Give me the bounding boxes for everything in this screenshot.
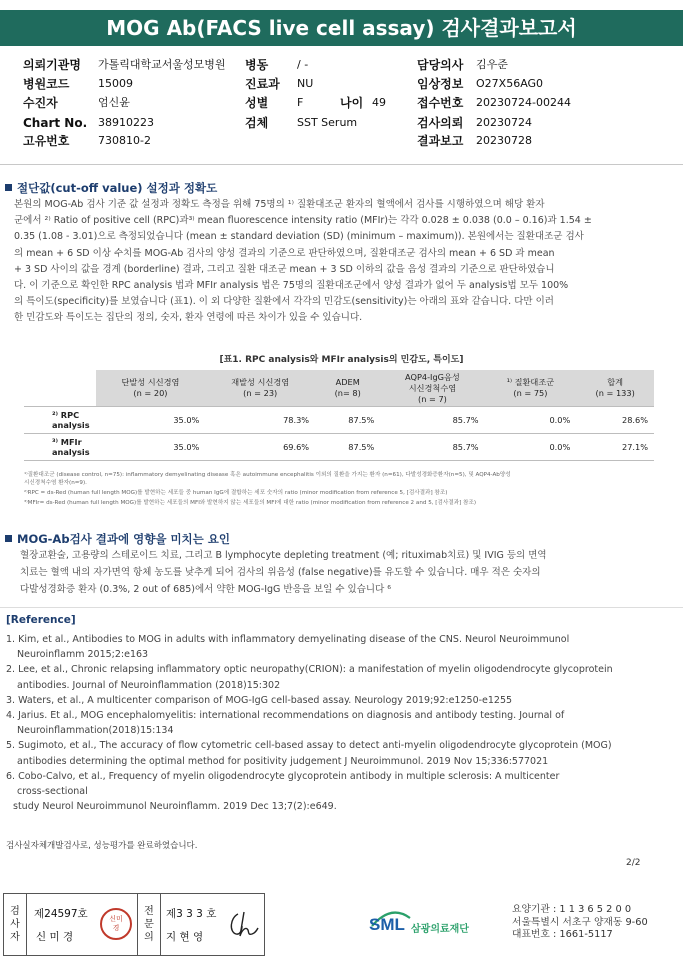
header-line: (n = 7): [418, 393, 447, 404]
table-header-cell: [315, 370, 380, 407]
reference-number: 2.: [6, 664, 19, 676]
table-cell: 35.0%: [96, 407, 206, 434]
report-title: MOG Ab(FACS live cell assay) 검사결과보고서: [0, 10, 683, 46]
code-label: 병원코드: [23, 77, 70, 91]
code-value: 15009: [98, 77, 133, 90]
specimen-value: SST Serum: [297, 116, 358, 129]
header-line: (n = 133): [595, 388, 635, 398]
reference-text: Lee, et al., Chronic relapsing inflammatory optic neuropathy(CRION): a manifestation of myelin oligodendrocyte glycoprotein: [18, 664, 613, 676]
report-date-value: 20230728: [476, 134, 532, 147]
header-line: 합계: [607, 377, 624, 387]
header-line: AQP4-IgG음성: [405, 371, 460, 382]
paragraph-line: 의 특이도(specificity)를 보였습니다 (표1). 이 외 다양한 질환에서 각각의 민감도(sensitivity)는 아래의 표와 같습니다. 다만 이러: [14, 296, 554, 308]
header-line: 재발성 시신경염: [231, 377, 290, 387]
signature-icon: [226, 908, 260, 940]
tester-name: 신 미 경: [36, 931, 74, 943]
lab-info-line: 요양기관 : 1 1 3 6 5 2 0 0: [512, 904, 632, 915]
table-cell: 78.3%: [205, 407, 315, 434]
header-line: (n= 8): [334, 388, 361, 398]
tester-license: 제24597호: [34, 908, 88, 920]
table-cell: 69.6%: [205, 434, 315, 461]
reference-item: [6, 738, 646, 768]
table-corner: [24, 370, 96, 407]
reference-text: study Neurol Neuroimmunol Neuroinflamm. 2019 Dec 13;7(2):e649.: [13, 801, 337, 813]
sensitivity-table: [24, 370, 654, 461]
reference-text: antibodies. Journal of Neuroinflammation (2018)15:302: [17, 679, 281, 691]
row-label: ²⁾ RPC analysis: [24, 407, 96, 434]
reference-number: 6.: [6, 770, 19, 782]
request-value: 20230724: [476, 116, 532, 129]
chart-value: 38910223: [98, 116, 154, 129]
reference-number: 4.: [6, 710, 19, 722]
lab-info-line: 대표번호 : 1661-5117: [512, 929, 613, 941]
recipient-label: 수진자: [23, 96, 58, 110]
table-footnote: ³⁾MFIr= ds-Red (human full length MOG)를 발현하는 세포들의 MFI와 발현하지 않는 세포들의 MFI에 대한 ratio (minor modification from reference 2 and 5, [검사결과] 참조): [24, 500, 477, 506]
reference-heading: [Reference]: [6, 614, 76, 626]
paragraph-line: 다발성경화증 환자 (0.3%, 2 out of 685)에서 약한 MOG-IgG 반응을 보일 수 있습니다 ⁶: [20, 584, 392, 595]
reviewer-label: [137, 894, 161, 955]
request-label: 검사의뢰: [417, 116, 464, 130]
age-label: 나이: [340, 96, 364, 110]
sml-logo: [369, 906, 484, 936]
table-title: [표1. RPC analysis와 MFIr analysis의 민감도, 특이도]: [219, 355, 464, 365]
row-label: ³⁾ MFIr analysis: [24, 434, 96, 461]
table-footnote: 시신경척수염 환자(n=9).: [24, 480, 87, 486]
divider: [0, 607, 683, 608]
reference-item: [6, 662, 646, 692]
header-line: 단발성 시신경염: [121, 377, 180, 387]
paragraph-line: 다. 이 기준으로 확인한 RPC analysis 법과 MFIr analysis 법은 75명의 질환대조군에서 양성 결과가 없어 두 analysis법 모두 100%: [14, 280, 569, 292]
reference-text: Kim, et al., Antibodies to MOG in adults with inflammatory demyelinating disease of the CNS. Neurol Neuroimmunol: [18, 634, 570, 645]
label-char: 전: [144, 906, 154, 917]
reference-list: [6, 632, 646, 814]
reference-item: [6, 708, 646, 738]
sex-label: 성별: [245, 96, 269, 110]
chart-label: Chart No.: [23, 116, 88, 130]
reviewer-license: 제3 3 3 호: [166, 908, 217, 920]
table-header-cell: [380, 370, 484, 407]
paragraph-line: + 3 SD 사이의 값을 경계 (borderline) 결과, 그리고 질환 대조군 mean + 3 SD 이하의 값을 음성 결과의 기준으로 판단하였습니: [14, 263, 555, 275]
table-cell: 87.5%: [315, 434, 380, 461]
table-header-cell: [576, 370, 654, 407]
section-cutoff-body: [14, 197, 676, 327]
signature-box: [3, 893, 265, 956]
label-char: 검: [10, 906, 20, 917]
table-cell: 0.0%: [485, 434, 577, 461]
header-line: 시신경척수염: [408, 382, 457, 393]
table-cell: 27.1%: [576, 434, 654, 461]
reference-item: [6, 769, 646, 815]
reference-number: 5.: [6, 740, 19, 752]
section-cutoff-heading-text: 절단값(cut-off value) 설정과 정확도: [17, 181, 218, 195]
page-number: 2/2: [626, 858, 641, 868]
reference-text: Cobo-Calvo, et al., Frequency of myelin oligodendrocyte glycoprotein antibody in multiple sclerosis: A multicenter: [18, 770, 560, 782]
sex-value: F: [297, 96, 304, 109]
reference-item: [6, 693, 646, 708]
square-bullet-icon: [5, 535, 12, 542]
paragraph-line: 의 mean + 6 SD 이상 수치를 MOG-Ab 검사의 양성 결과의 기준으로 판단하였으며, 질환대조군 검사의 mean + 6 SD 과 mean: [14, 247, 555, 259]
ward-value: / -: [297, 58, 309, 71]
receipt-value: 20230724-00244: [476, 96, 571, 109]
validation-note: 검사실자체개발검사로, 성능평가를 완료하였습니다.: [6, 841, 198, 851]
header-line: ¹⁾ 질환대조군: [506, 377, 555, 387]
paragraph-line: 군에서 ²⁾ Ratio of positive cell (RPC)과³⁾ mean fluorescence intensity ratio (MFIr)는 각각 0.028 ± 0.038 (0.0 – 0.16)과 1.54 ±: [14, 215, 592, 227]
logo-name: 삼광의료재단: [411, 924, 469, 935]
table-header-cell: [485, 370, 577, 407]
section-cutoff-heading: [5, 180, 217, 196]
tester-label: [4, 894, 27, 955]
reference-text: Sugimoto, et al., The accuracy of flow cytometric cell-based assay to detect anti-myelin oligodendrocyte glycoprotein (MOG): [18, 740, 612, 752]
reference-item: [6, 632, 646, 662]
reference-number: 3.: [6, 694, 19, 706]
paragraph-line: 한 민감도와 특이도는 집단의 정의, 숫자, 환자 연령에 따른 차이가 있을 수 있습니다.: [14, 312, 363, 324]
label-char: 사: [10, 919, 20, 930]
table-row: [24, 434, 654, 461]
reference-number: 1.: [6, 634, 19, 645]
section-factors-body: [20, 547, 675, 598]
table-footnote: ²⁾RPC = ds-Red (human full length MOG)를 발현하는 세포들 중 human IgG에 결합하는 세포 숫자의 ratio (minor modification from reference 5, [검사결과] 참조): [24, 490, 448, 496]
hospital-label: 의뢰기관명: [23, 58, 81, 72]
table-cell: 0.0%: [485, 407, 577, 434]
receipt-label: 접수번호: [417, 96, 464, 110]
paragraph-line: 본원의 MOG-Ab 검사 기준 값 설정과 정확도 측정을 위해 75명의 ¹⁾ 질환대조군 환자의 혈액에서 검사를 시행하였으며 해당 환자: [14, 199, 545, 210]
reference-text: antibodies determining the optimal method for positivity judgement J Neuroimmunol. 2019 Nov 15;336:577021: [17, 755, 549, 767]
table-row: [24, 407, 654, 434]
table-header-row: [24, 370, 654, 407]
section-factors-heading: [5, 531, 230, 547]
label-char: 문: [144, 919, 154, 930]
paragraph-line: 0.35 (1.08 - 3.01)으로 측정되었습니다 (mean ± standard deviation (SD) (minimum – maximum)). 본원에서는 질환대조군 검사: [14, 231, 584, 243]
reference-text: cross-sectional: [17, 786, 88, 798]
table-cell: 35.0%: [96, 434, 206, 461]
report-date-label: 결과보고: [417, 134, 464, 148]
header-line: (n = 23): [243, 388, 278, 398]
logo-abbr: SML: [369, 915, 405, 934]
lab-info: [512, 904, 648, 942]
label-char: 자: [10, 932, 20, 943]
id-value: 730810-2: [98, 134, 151, 147]
header-line: (n = 75): [513, 388, 548, 398]
dept-label: 진료과: [245, 77, 280, 91]
doctor-label: 담당의사: [417, 58, 464, 72]
paragraph-line: 치료는 혈액 내의 자가면역 항체 농도를 낮추게 되어 검사의 위음성 (false negative)를 유도할 수 있습니다. 매우 적은 숫자의: [20, 567, 541, 578]
table-footnote: ¹⁾질환대조군 (disease control, n=75): inflammatory demyelinating disease 혹은 autoimmune encephalitis 이외의 질환을 가지는 환자 (n=61), 다발성경화증환자(n=5), 및 AQP4-Ab양성: [24, 472, 511, 478]
seal-stamp: [100, 908, 132, 940]
table-header-cell: [96, 370, 206, 407]
reference-text: Waters, et al., A multicenter comparison of MOG-IgG cell-based assay. Neurology 2019;92:e1250-e1255: [18, 694, 513, 706]
clinical-label: 임상정보: [417, 77, 464, 91]
divider: [0, 164, 683, 165]
reference-text: Jarius. Et al., MOG encephalomyelitis: international recommendations on diagnosis and antibody testing. Journal of: [18, 710, 565, 722]
square-bullet-icon: [5, 184, 12, 191]
table-header-cell: [205, 370, 315, 407]
label-char: 의: [144, 932, 154, 943]
table-cell: 28.6%: [576, 407, 654, 434]
hospital-value: 가톨릭대학교서울성모병원: [98, 58, 226, 71]
doctor-value: 김우준: [476, 58, 508, 71]
table-cell: 85.7%: [380, 434, 484, 461]
clinical-value: O27X56AG0: [476, 77, 544, 90]
dept-value: NU: [297, 77, 314, 90]
reviewer-name: 지 현 영: [166, 931, 204, 943]
table-cell: 87.5%: [315, 407, 380, 434]
recipient-value: 엄신윤: [98, 96, 130, 109]
reference-text: Neuroinflammation(2018)15:134: [17, 725, 174, 737]
header-line: ADEM: [335, 377, 360, 387]
stamp-text: 신미경: [109, 915, 123, 932]
header-line: (n = 20): [133, 388, 168, 398]
id-label: 고유번호: [23, 134, 70, 148]
paragraph-line: 혈장교환술, 고용량의 스테로이드 치료, 그리고 B lymphocyte depleting treatment (예; rituximab치료) 및 IVIG 등의 면역: [20, 550, 547, 561]
age-value: 49: [372, 96, 386, 109]
reference-text: Neuroinflamm 2015;2:e163: [17, 649, 149, 661]
lab-info-line: 서울특별시 서초구 양재동 9-60: [512, 916, 648, 928]
section-factors-heading-text: MOG-Ab검사 결과에 영향을 미치는 요인: [17, 532, 230, 546]
specimen-label: 검체: [245, 116, 269, 130]
table-cell: 85.7%: [380, 407, 484, 434]
ward-label: 병동: [245, 58, 269, 72]
